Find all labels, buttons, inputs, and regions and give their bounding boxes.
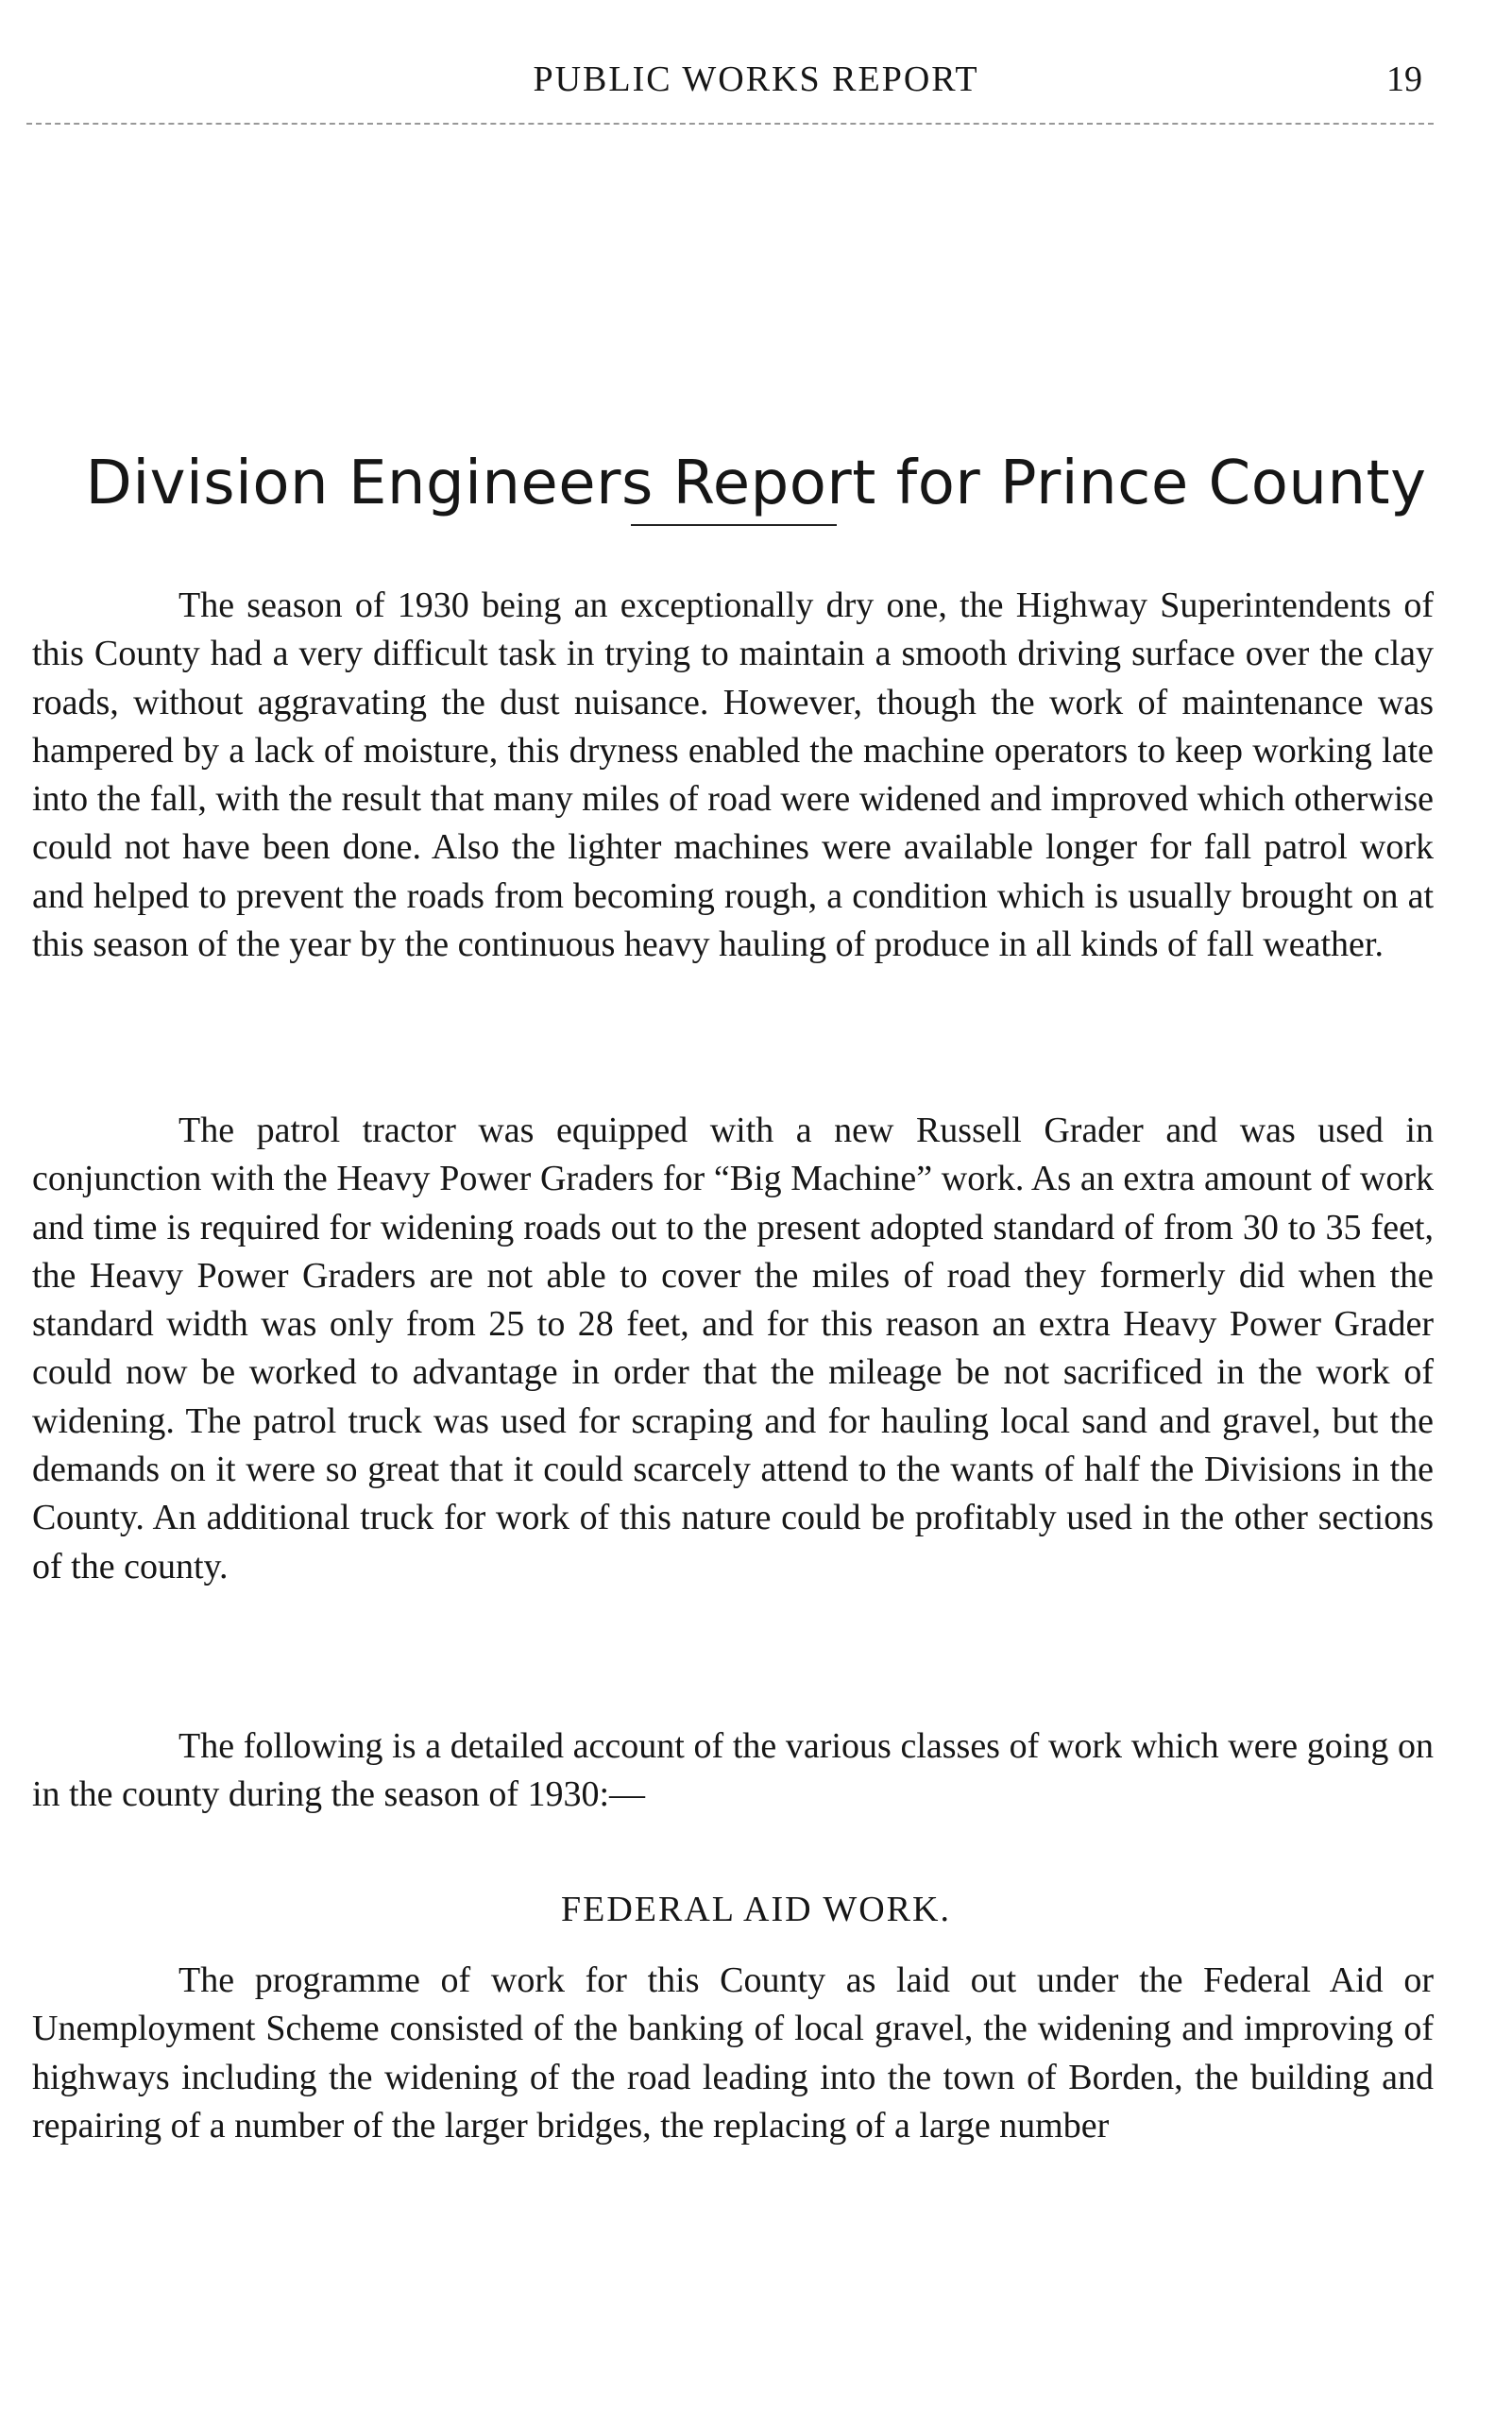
running-title: PUBLIC WORKS REPORT [533, 59, 979, 99]
page-number: 19 [1386, 59, 1422, 99]
section-heading-federal-aid: FEDERAL AID WORK. [561, 1890, 951, 1929]
paragraph-federal-aid: The programme of work for this County as laid out under the Federal Aid or Unemployment Scheme consisted of the banking of local gravel, the widening and improving of highways including the widening of the road leading into the town of Borden, the building and repairing of a number of the larger bridges, the replacing of a large number [32, 1960, 1434, 2146]
running-header [0, 59, 1512, 115]
document-title: Division Engineers Report for Prince County [85, 448, 1427, 518]
paragraph-2: The patrol tractor was equipped with a new Russell Grader and was used in conjunction with the Heavy Power Graders for “Big Machine” work. As an extra amount of work and time is required for widening roads out to the present adopted standard of from 30 to 35 feet, the Heavy Power Graders are not able to cover the miles of road they formerly did when the standard width was only from 25 to 28 feet, and for this reason an extra Heavy Power Grader could now be worked to advantage in order that the mileage be not sacrificed in the work of widening. The patrol truck was used for scraping and for hauling local sand and gravel, but the demands on it were so great that it could scarcely attend to the wants of half the Divisions in the County. An additional truck for work of this nature could be profitably used in the other sections of the county. [32, 1111, 1434, 1586]
title-divider [631, 524, 837, 526]
paragraph-3: The following is a detailed account of the various classes of work which were going on in the county during the season of 1930:— [32, 1726, 1434, 1815]
header-divider [26, 123, 1434, 125]
paragraph-1: The season of 1930 being an exceptionally dry one, the Highway Superintendents of this County had a very difficult task in trying to maintain a smooth driving surface over the clay roads, without aggravating the dust nuisance. However, though the work of maintenance was hampered by a lack of moisture, this dryness enabled the machine operators to keep working late into the fall, with the result that many miles of road were widened and improved which otherwise could not have been done. Also the lighter machines were available longer for fall patrol work and helped to prevent the roads from becoming rough, a condition which is usually brought on at this season of the year by the continuous heavy hauling of produce in all kinds of fall weather. [32, 585, 1434, 965]
